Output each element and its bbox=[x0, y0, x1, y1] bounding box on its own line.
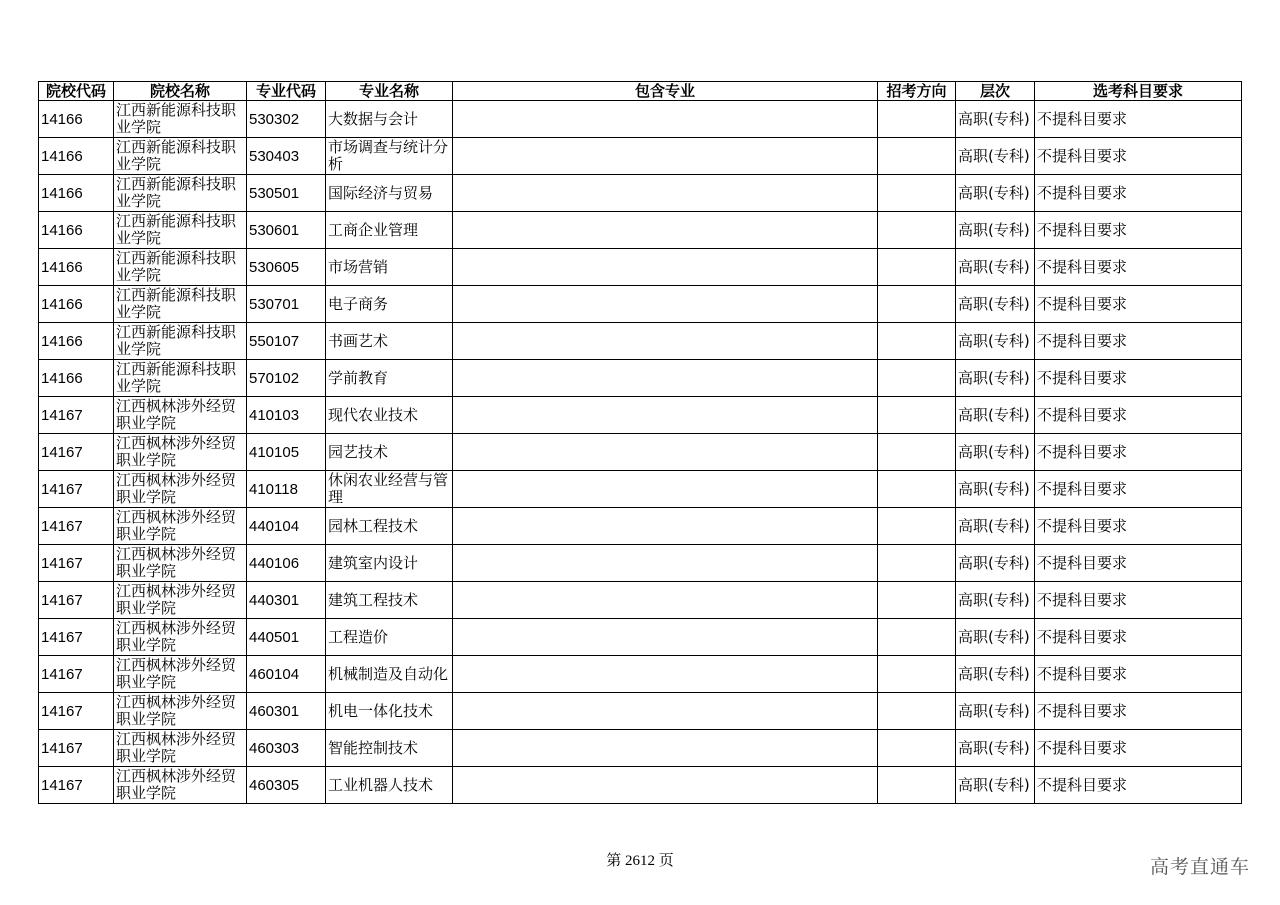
table-row bbox=[39, 730, 1242, 767]
cell-direction bbox=[878, 619, 956, 656]
cell-requirement: 不提科目要求 bbox=[1035, 693, 1242, 730]
header-requirement: 选考科目要求 bbox=[1035, 82, 1242, 101]
table-row bbox=[39, 545, 1242, 582]
cell-major-code: 410103 bbox=[247, 397, 326, 434]
cell-included-majors bbox=[453, 767, 878, 804]
cell-included-majors bbox=[453, 138, 878, 175]
cell-included-majors bbox=[453, 730, 878, 767]
cell-direction bbox=[878, 212, 956, 249]
table-row bbox=[39, 286, 1242, 323]
header-major-code: 专业代码 bbox=[247, 82, 326, 101]
cell-school-name: 江西枫林涉外经贸职业学院 bbox=[114, 693, 247, 730]
cell-major-code: 410118 bbox=[247, 471, 326, 508]
cell-level: 高职(专科) bbox=[956, 101, 1035, 138]
cell-school-code: 14167 bbox=[39, 434, 114, 471]
cell-requirement: 不提科目要求 bbox=[1035, 582, 1242, 619]
cell-requirement: 不提科目要求 bbox=[1035, 619, 1242, 656]
cell-requirement: 不提科目要求 bbox=[1035, 249, 1242, 286]
cell-level: 高职(专科) bbox=[956, 582, 1035, 619]
cell-direction bbox=[878, 175, 956, 212]
cell-direction bbox=[878, 656, 956, 693]
cell-school-name: 江西枫林涉外经贸职业学院 bbox=[114, 545, 247, 582]
cell-major-code: 530501 bbox=[247, 175, 326, 212]
header-school-code: 院校代码 bbox=[39, 82, 114, 101]
cell-school-name: 江西新能源科技职业学院 bbox=[114, 138, 247, 175]
cell-level: 高职(专科) bbox=[956, 619, 1035, 656]
cell-major-name: 大数据与会计 bbox=[326, 101, 453, 138]
cell-major-code: 410105 bbox=[247, 434, 326, 471]
cell-school-code: 14166 bbox=[39, 323, 114, 360]
cell-direction bbox=[878, 138, 956, 175]
cell-school-name: 江西枫林涉外经贸职业学院 bbox=[114, 397, 247, 434]
cell-school-name: 江西新能源科技职业学院 bbox=[114, 212, 247, 249]
cell-major-name: 休闲农业经营与管理 bbox=[326, 471, 453, 508]
cell-included-majors bbox=[453, 323, 878, 360]
cell-included-majors bbox=[453, 693, 878, 730]
table-row bbox=[39, 508, 1242, 545]
table-row bbox=[39, 767, 1242, 804]
cell-direction bbox=[878, 286, 956, 323]
cell-major-name: 园艺技术 bbox=[326, 434, 453, 471]
cell-school-code: 14167 bbox=[39, 582, 114, 619]
cell-major-name: 智能控制技术 bbox=[326, 730, 453, 767]
cell-major-name: 园林工程技术 bbox=[326, 508, 453, 545]
cell-included-majors bbox=[453, 619, 878, 656]
cell-level: 高职(专科) bbox=[956, 212, 1035, 249]
cell-school-code: 14167 bbox=[39, 693, 114, 730]
header-school-name: 院校名称 bbox=[114, 82, 247, 101]
cell-direction bbox=[878, 730, 956, 767]
cell-requirement: 不提科目要求 bbox=[1035, 434, 1242, 471]
cell-school-code: 14166 bbox=[39, 286, 114, 323]
cell-direction bbox=[878, 249, 956, 286]
cell-school-code: 14167 bbox=[39, 508, 114, 545]
cell-major-name: 现代农业技术 bbox=[326, 397, 453, 434]
cell-school-code: 14167 bbox=[39, 619, 114, 656]
cell-level: 高职(专科) bbox=[956, 175, 1035, 212]
cell-level: 高职(专科) bbox=[956, 767, 1035, 804]
cell-included-majors bbox=[453, 471, 878, 508]
cell-school-name: 江西枫林涉外经贸职业学院 bbox=[114, 619, 247, 656]
cell-level: 高职(专科) bbox=[956, 397, 1035, 434]
cell-requirement: 不提科目要求 bbox=[1035, 545, 1242, 582]
cell-school-code: 14166 bbox=[39, 138, 114, 175]
cell-requirement: 不提科目要求 bbox=[1035, 656, 1242, 693]
cell-major-code: 460104 bbox=[247, 656, 326, 693]
cell-included-majors bbox=[453, 101, 878, 138]
header-row bbox=[39, 82, 1242, 101]
cell-school-name: 江西新能源科技职业学院 bbox=[114, 175, 247, 212]
cell-major-code: 440301 bbox=[247, 582, 326, 619]
cell-school-code: 14167 bbox=[39, 730, 114, 767]
cell-direction bbox=[878, 101, 956, 138]
cell-school-name: 江西枫林涉外经贸职业学院 bbox=[114, 767, 247, 804]
cell-school-code: 14167 bbox=[39, 471, 114, 508]
cell-included-majors bbox=[453, 286, 878, 323]
cell-major-code: 530302 bbox=[247, 101, 326, 138]
cell-requirement: 不提科目要求 bbox=[1035, 730, 1242, 767]
cell-school-name: 江西新能源科技职业学院 bbox=[114, 249, 247, 286]
cell-major-name: 书画艺术 bbox=[326, 323, 453, 360]
cell-requirement: 不提科目要求 bbox=[1035, 397, 1242, 434]
cell-major-name: 机电一体化技术 bbox=[326, 693, 453, 730]
cell-requirement: 不提科目要求 bbox=[1035, 101, 1242, 138]
cell-direction bbox=[878, 508, 956, 545]
cell-direction bbox=[878, 471, 956, 508]
cell-major-code: 460301 bbox=[247, 693, 326, 730]
cell-major-name: 市场营销 bbox=[326, 249, 453, 286]
cell-major-code: 440106 bbox=[247, 545, 326, 582]
table-row bbox=[39, 175, 1242, 212]
cell-level: 高职(专科) bbox=[956, 286, 1035, 323]
cell-school-code: 14166 bbox=[39, 249, 114, 286]
cell-direction bbox=[878, 582, 956, 619]
cell-included-majors bbox=[453, 656, 878, 693]
cell-direction bbox=[878, 545, 956, 582]
cell-school-name: 江西枫林涉外经贸职业学院 bbox=[114, 656, 247, 693]
cell-included-majors bbox=[453, 175, 878, 212]
header-level: 层次 bbox=[956, 82, 1035, 101]
cell-major-name: 工业机器人技术 bbox=[326, 767, 453, 804]
table-row bbox=[39, 397, 1242, 434]
table-row bbox=[39, 582, 1242, 619]
cell-school-code: 14167 bbox=[39, 397, 114, 434]
cell-school-name: 江西枫林涉外经贸职业学院 bbox=[114, 471, 247, 508]
table-row bbox=[39, 249, 1242, 286]
cell-level: 高职(专科) bbox=[956, 656, 1035, 693]
cell-requirement: 不提科目要求 bbox=[1035, 508, 1242, 545]
cell-level: 高职(专科) bbox=[956, 545, 1035, 582]
table-row bbox=[39, 656, 1242, 693]
cell-included-majors bbox=[453, 397, 878, 434]
cell-level: 高职(专科) bbox=[956, 471, 1035, 508]
cell-major-code: 440104 bbox=[247, 508, 326, 545]
table-body bbox=[39, 101, 1242, 804]
cell-major-code: 460305 bbox=[247, 767, 326, 804]
cell-major-code: 460303 bbox=[247, 730, 326, 767]
cell-included-majors bbox=[453, 434, 878, 471]
cell-major-code: 530701 bbox=[247, 286, 326, 323]
cell-included-majors bbox=[453, 249, 878, 286]
cell-requirement: 不提科目要求 bbox=[1035, 138, 1242, 175]
table-row bbox=[39, 360, 1242, 397]
cell-included-majors bbox=[453, 212, 878, 249]
cell-requirement: 不提科目要求 bbox=[1035, 212, 1242, 249]
cell-included-majors bbox=[453, 508, 878, 545]
cell-school-name: 江西枫林涉外经贸职业学院 bbox=[114, 508, 247, 545]
cell-included-majors bbox=[453, 582, 878, 619]
cell-major-code: 440501 bbox=[247, 619, 326, 656]
cell-direction bbox=[878, 360, 956, 397]
header-major-name: 专业名称 bbox=[326, 82, 453, 101]
cell-school-name: 江西枫林涉外经贸职业学院 bbox=[114, 582, 247, 619]
cell-direction bbox=[878, 434, 956, 471]
cell-major-name: 电子商务 bbox=[326, 286, 453, 323]
table-row bbox=[39, 471, 1242, 508]
table-row bbox=[39, 138, 1242, 175]
table-row bbox=[39, 693, 1242, 730]
cell-school-name: 江西枫林涉外经贸职业学院 bbox=[114, 730, 247, 767]
cell-requirement: 不提科目要求 bbox=[1035, 471, 1242, 508]
cell-direction bbox=[878, 323, 956, 360]
cell-school-code: 14167 bbox=[39, 656, 114, 693]
cell-included-majors bbox=[453, 360, 878, 397]
cell-direction bbox=[878, 693, 956, 730]
table-row bbox=[39, 323, 1242, 360]
cell-school-code: 14166 bbox=[39, 360, 114, 397]
cell-school-code: 14166 bbox=[39, 101, 114, 138]
cell-major-name: 机械制造及自动化 bbox=[326, 656, 453, 693]
cell-school-name: 江西新能源科技职业学院 bbox=[114, 323, 247, 360]
cell-school-code: 14167 bbox=[39, 545, 114, 582]
cell-requirement: 不提科目要求 bbox=[1035, 323, 1242, 360]
cell-level: 高职(专科) bbox=[956, 693, 1035, 730]
cell-major-code: 530601 bbox=[247, 212, 326, 249]
cell-level: 高职(专科) bbox=[956, 323, 1035, 360]
table-row bbox=[39, 101, 1242, 138]
cell-requirement: 不提科目要求 bbox=[1035, 286, 1242, 323]
header-direction: 招考方向 bbox=[878, 82, 956, 101]
page-number: 第 2612 页 bbox=[606, 853, 674, 869]
cell-included-majors bbox=[453, 545, 878, 582]
cell-school-name: 江西新能源科技职业学院 bbox=[114, 360, 247, 397]
table-row bbox=[39, 619, 1242, 656]
cell-major-name: 工程造价 bbox=[326, 619, 453, 656]
cell-major-name: 市场调查与统计分析 bbox=[326, 138, 453, 175]
cell-requirement: 不提科目要求 bbox=[1035, 175, 1242, 212]
table-row bbox=[39, 212, 1242, 249]
cell-major-code: 530605 bbox=[247, 249, 326, 286]
cell-level: 高职(专科) bbox=[956, 730, 1035, 767]
cell-school-code: 14166 bbox=[39, 175, 114, 212]
cell-major-name: 工商企业管理 bbox=[326, 212, 453, 249]
header-included-majors: 包含专业 bbox=[453, 82, 878, 101]
cell-level: 高职(专科) bbox=[956, 434, 1035, 471]
cell-school-code: 14166 bbox=[39, 212, 114, 249]
cell-major-name: 建筑工程技术 bbox=[326, 582, 453, 619]
cell-requirement: 不提科目要求 bbox=[1035, 360, 1242, 397]
cell-major-name: 学前教育 bbox=[326, 360, 453, 397]
cell-level: 高职(专科) bbox=[956, 508, 1035, 545]
cell-requirement: 不提科目要求 bbox=[1035, 767, 1242, 804]
cell-major-code: 530403 bbox=[247, 138, 326, 175]
cell-major-name: 国际经济与贸易 bbox=[326, 175, 453, 212]
cell-level: 高职(专科) bbox=[956, 138, 1035, 175]
cell-level: 高职(专科) bbox=[956, 360, 1035, 397]
cell-level: 高职(专科) bbox=[956, 249, 1035, 286]
cell-direction bbox=[878, 397, 956, 434]
cell-major-code: 550107 bbox=[247, 323, 326, 360]
cell-direction bbox=[878, 767, 956, 804]
watermark: 高考直通车 bbox=[1149, 856, 1250, 878]
cell-school-name: 江西枫林涉外经贸职业学院 bbox=[114, 434, 247, 471]
cell-major-name: 建筑室内设计 bbox=[326, 545, 453, 582]
admissions-table bbox=[38, 81, 1242, 804]
cell-school-name: 江西新能源科技职业学院 bbox=[114, 101, 247, 138]
table-row bbox=[39, 434, 1242, 471]
cell-school-name: 江西新能源科技职业学院 bbox=[114, 286, 247, 323]
cell-school-code: 14167 bbox=[39, 767, 114, 804]
cell-major-code: 570102 bbox=[247, 360, 326, 397]
